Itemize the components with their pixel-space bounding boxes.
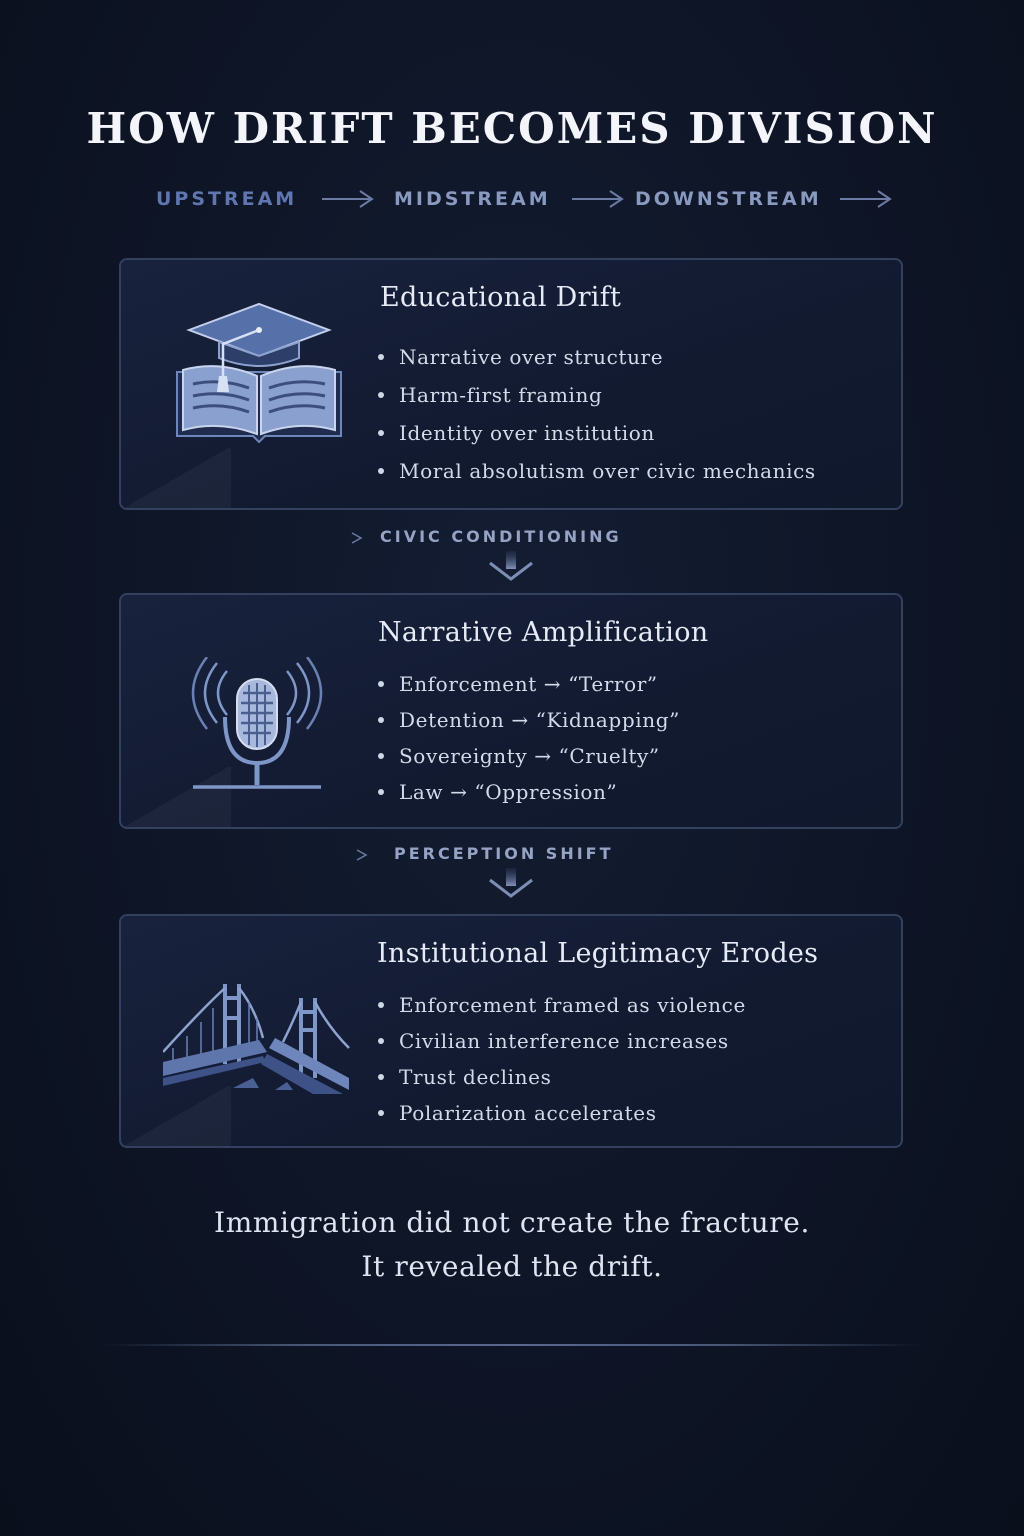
list-item: Law → “Oppression” <box>377 774 680 810</box>
connector-label: CIVIC CONDITIONING <box>380 527 622 546</box>
stage-downstream: DOWNSTREAM <box>635 188 822 210</box>
arrow-right-icon <box>190 531 370 545</box>
list-item: Trust declines <box>377 1059 746 1095</box>
arrow-down-icon <box>486 551 536 583</box>
list-item: Harm-first framing <box>377 376 816 414</box>
card-corner-accent <box>121 448 231 508</box>
list-item: Civilian interference increases <box>377 1023 746 1059</box>
card-title: Narrative Amplification <box>378 617 709 648</box>
page-title: HOW DRIFT BECOMES DIVISION <box>86 104 938 153</box>
bullet-list <box>377 338 816 490</box>
flow-stages <box>0 184 1024 214</box>
arrow-right-icon <box>570 186 626 212</box>
arrow-right-icon <box>170 848 375 862</box>
microphone-broadcast-icon <box>189 657 325 793</box>
arrow-right-icon <box>838 186 894 212</box>
list-item: Enforcement → “Terror” <box>377 666 680 702</box>
closing-line-1: Immigration did not create the fracture. <box>214 1206 810 1239</box>
list-item: Polarization accelerates <box>377 1095 746 1131</box>
card-institutional-legitimacy <box>119 914 903 1148</box>
list-item: Enforcement framed as violence <box>377 987 746 1023</box>
stage-upstream: UPSTREAM <box>156 188 298 210</box>
arrow-right-icon <box>320 186 376 212</box>
connector-civic-conditioning <box>0 527 1024 587</box>
connector-perception-shift <box>0 844 1024 904</box>
divider-line <box>642 848 872 862</box>
connector-label: PERCEPTION SHIFT <box>394 844 614 863</box>
stage-midstream: MIDSTREAM <box>394 188 551 210</box>
bullet-list <box>377 987 746 1131</box>
bottom-divider <box>100 1344 924 1346</box>
list-item: Sovereignty → “Cruelty” <box>377 738 680 774</box>
list-item: Detention → “Kidnapping” <box>377 702 680 738</box>
arrow-down-icon <box>486 868 536 900</box>
list-item: Identity over institution <box>377 414 816 452</box>
broken-bridge-icon <box>163 978 353 1096</box>
closing-line-2: It revealed the drift. <box>361 1250 663 1283</box>
card-title: Institutional Legitimacy Erodes <box>377 938 819 969</box>
card-narrative-amplification <box>119 593 903 829</box>
card-title: Educational Drift <box>380 282 622 313</box>
card-educational-drift <box>119 258 903 510</box>
list-item: Narrative over structure <box>377 338 816 376</box>
graduation-cap-book-icon <box>173 300 345 445</box>
list-item: Moral absolutism over civic mechanics <box>377 452 816 490</box>
bullet-list <box>377 666 680 810</box>
divider-line <box>664 531 864 545</box>
